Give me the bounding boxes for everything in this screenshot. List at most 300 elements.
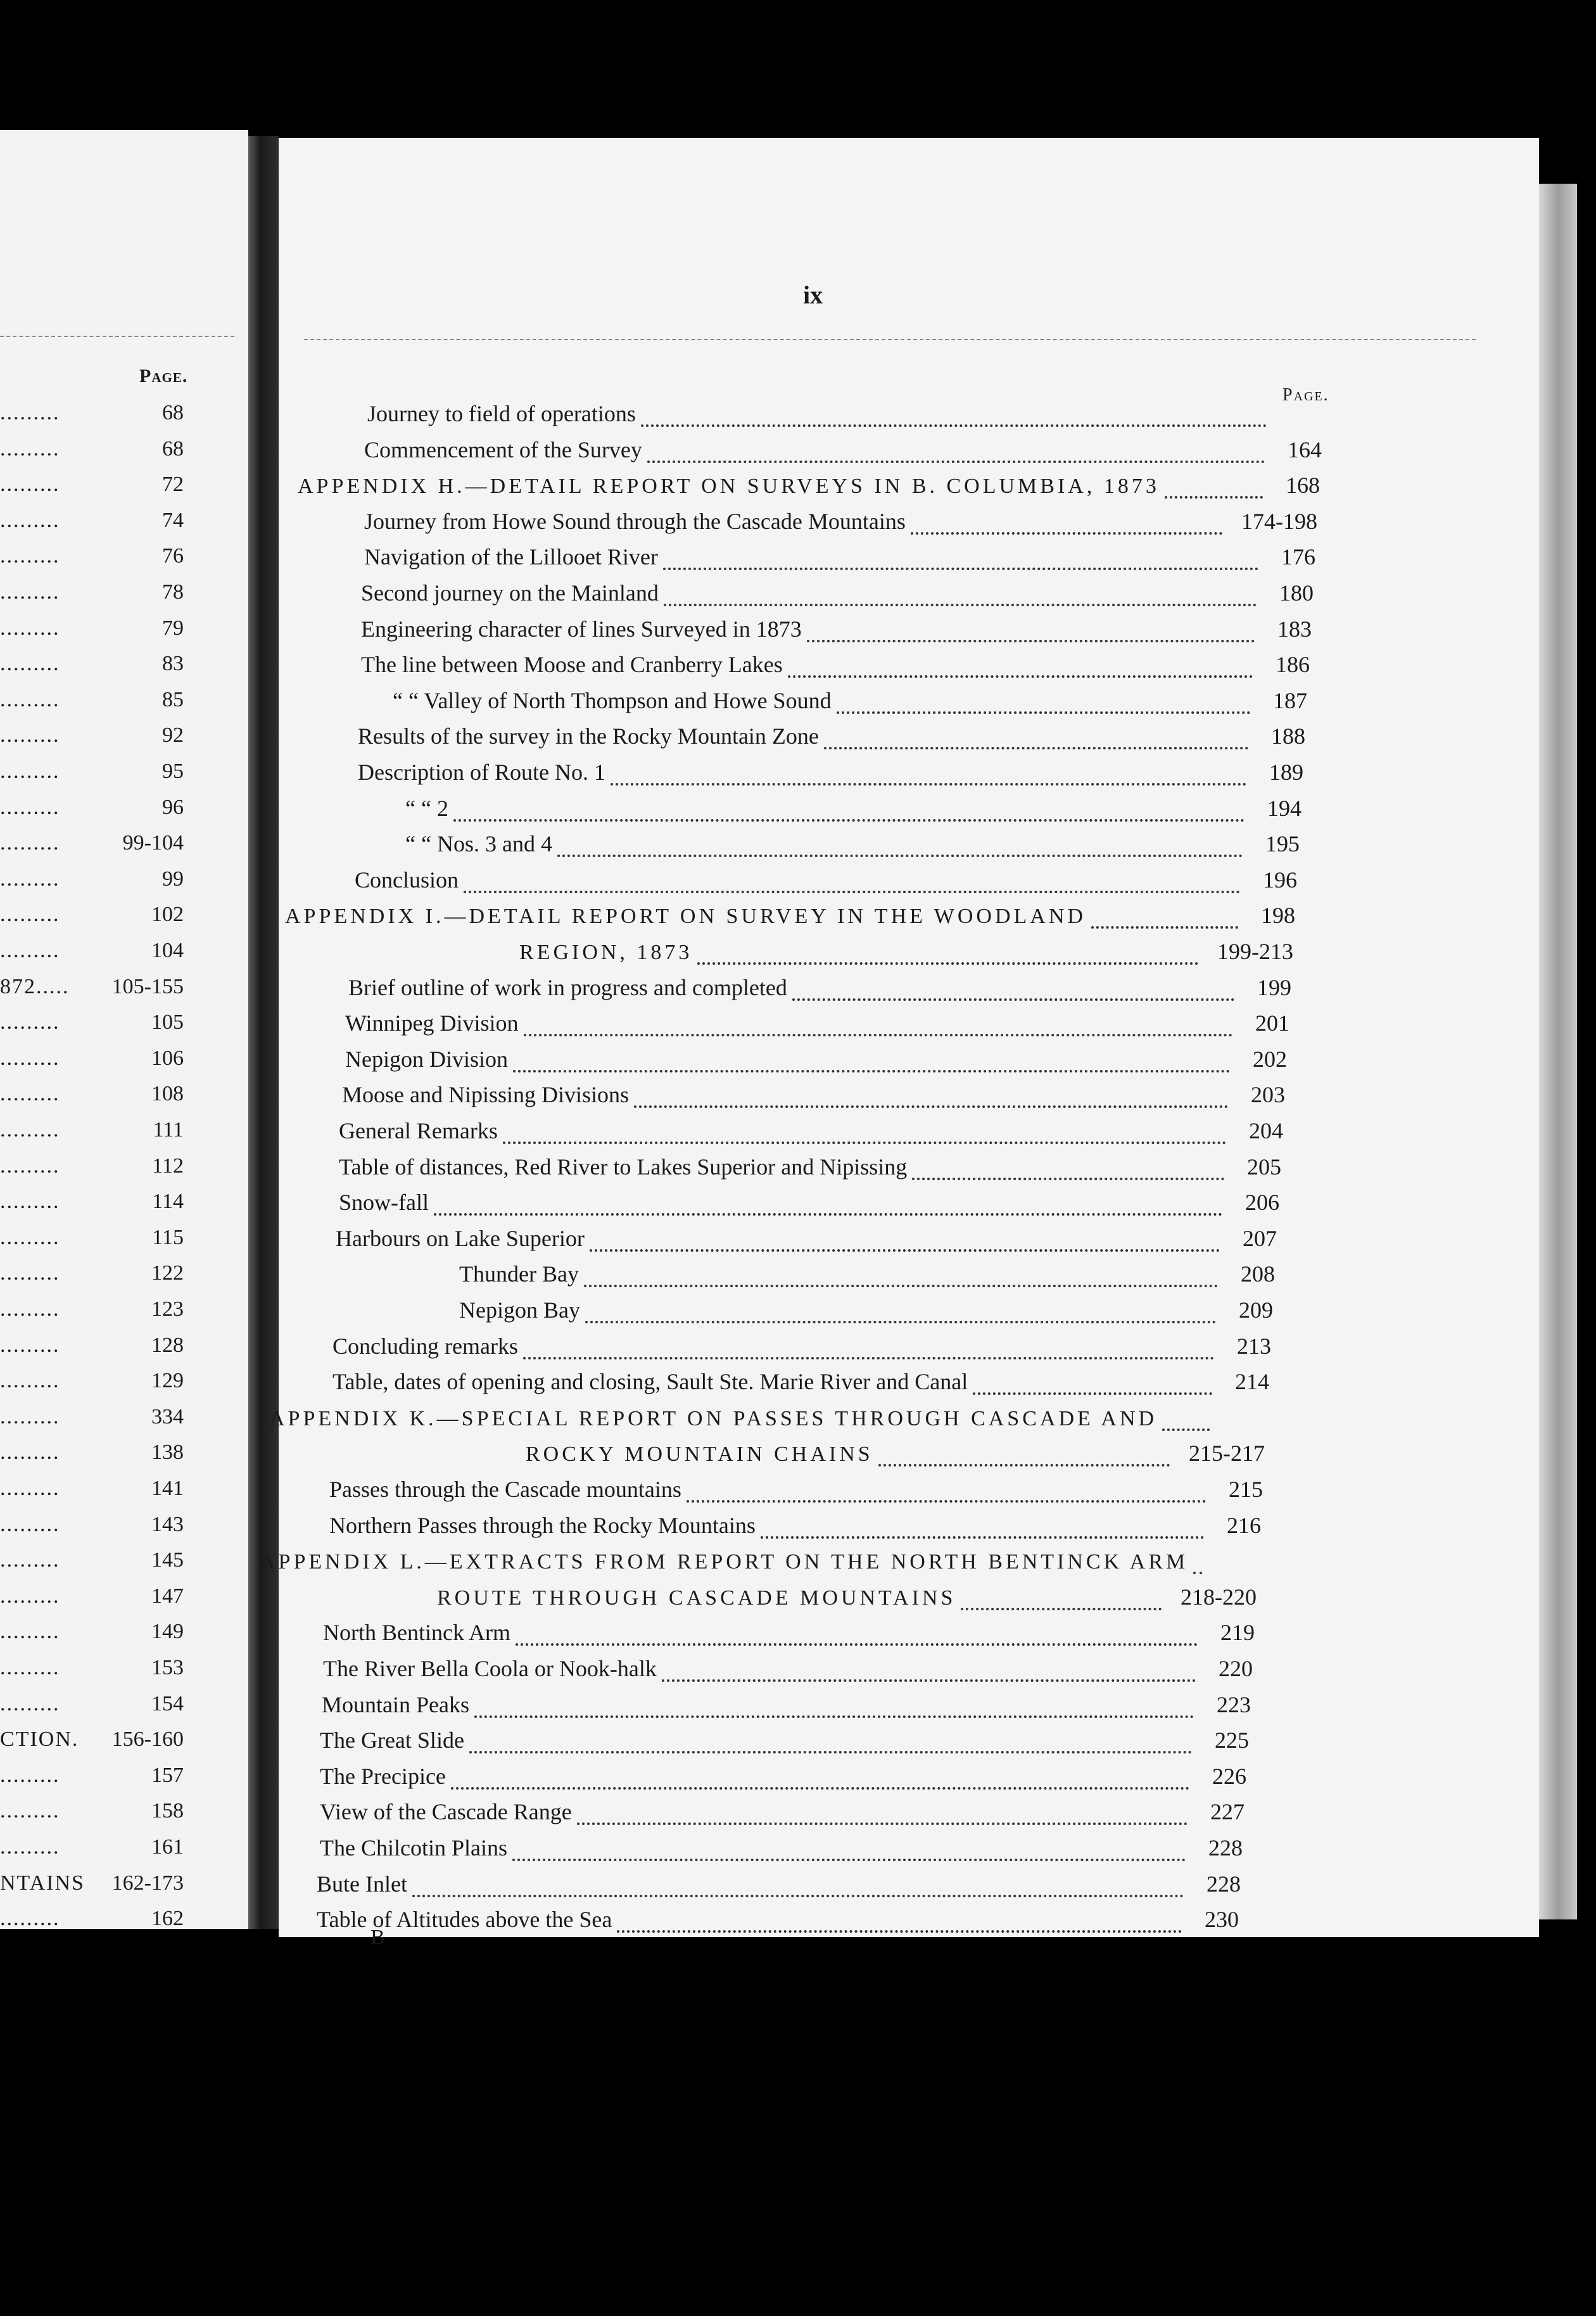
left-toc-row: [0, 939, 184, 970]
left-toc-page: 158: [151, 1799, 184, 1823]
left-toc-page: 149: [151, 1620, 184, 1644]
toc-entry: [323, 1655, 1253, 1688]
left-toc-page: 106: [151, 1046, 184, 1070]
left-toc-row: [0, 1047, 184, 1078]
left-toc-row: [0, 1764, 184, 1795]
toc-entry: [355, 867, 1297, 900]
left-toc-row: [0, 1477, 184, 1508]
left-toc-row: [0, 1154, 184, 1186]
dot-leader: [513, 1070, 1230, 1072]
toc-entry: [405, 795, 1302, 828]
toc-entry: [339, 1117, 1283, 1150]
left-toc-row: [0, 1835, 184, 1867]
left-toc-label: .........: [0, 473, 60, 497]
left-toc-row: [0, 1333, 184, 1365]
left-toc-label: .........: [0, 1907, 60, 1931]
left-toc-label: .........: [0, 1763, 60, 1787]
toc-entry-page: 202: [1253, 1046, 1287, 1072]
left-toc-page: 138: [151, 1441, 184, 1465]
left-toc-label: .........: [0, 1369, 60, 1393]
toc-entry-page: 228: [1206, 1871, 1241, 1897]
toc-entry-page: 225: [1215, 1727, 1249, 1753]
left-toc-label: CTION.: [0, 1727, 79, 1752]
left-toc-label: .........: [0, 544, 60, 568]
toc-entry-label: Second journey on the Mainland: [361, 580, 659, 606]
left-toc-label: .........: [0, 1799, 60, 1823]
left-toc-page: 78: [162, 580, 184, 604]
left-toc-page: 112: [152, 1154, 184, 1178]
left-toc-page: 85: [162, 687, 184, 711]
toc-entry-label: Passes through the Cascade mountains: [329, 1477, 681, 1502]
toc-entry: [345, 1010, 1289, 1043]
left-toc-row: [0, 1548, 184, 1580]
dot-leader: [584, 1285, 1218, 1287]
dot-leader: [1162, 1428, 1210, 1431]
left-toc-row: [0, 903, 184, 934]
left-toc-row: [0, 1369, 184, 1401]
left-toc-page: 334: [151, 1404, 184, 1428]
toc-entry: [342, 1081, 1285, 1114]
left-toc-page: 83: [162, 652, 184, 676]
left-toc-page: 122: [151, 1261, 184, 1285]
toc-entry-page: 195: [1265, 831, 1300, 857]
left-toc-row: [0, 1226, 184, 1257]
toc-entry-label: “ “ 2: [405, 795, 448, 821]
dot-leader: [878, 1464, 1170, 1467]
toc-entry-label: Table of distances, Red River to Lakes Superior and Nipissing: [339, 1154, 908, 1180]
toc-section-heading: [260, 1548, 1259, 1581]
toc-entry: [317, 1906, 1239, 1939]
left-page-header: Page.: [139, 366, 188, 386]
toc-entry-label: The line between Moose and Cranberry Lakes: [361, 652, 783, 678]
toc-entry-label: Table, dates of opening and closing, Sault Ste. Marie River and Canal: [332, 1369, 968, 1395]
left-toc-label: .........: [0, 1584, 60, 1608]
left-toc-label: .........: [0, 1225, 60, 1249]
toc-entry-label: The River Bella Coola or Nook-halk: [323, 1656, 657, 1681]
left-toc-label: .........: [0, 1548, 60, 1572]
toc-entry-label: Northern Passes through the Rocky Mountains: [329, 1512, 756, 1538]
left-toc-label: .........: [0, 1835, 60, 1859]
left-toc-row: [0, 1584, 184, 1616]
dot-leader: [434, 1213, 1222, 1216]
left-toc-label: .........: [0, 1691, 60, 1715]
left-toc-label: NTAINS: [0, 1871, 85, 1895]
left-toc-label: .........: [0, 1046, 60, 1070]
left-toc-page: 154: [151, 1691, 184, 1715]
page-number: ix: [803, 281, 823, 309]
left-toc-row: [0, 796, 184, 827]
toc-entry-page: 215-217: [1189, 1441, 1265, 1467]
left-toc-row: [0, 1082, 184, 1114]
toc-entry-page: 199-213: [1217, 939, 1293, 964]
toc-entry-label: “ “ Nos. 3 and 4: [405, 831, 552, 857]
toc-entry: [361, 616, 1312, 649]
toc-entry-page: 176: [1281, 544, 1315, 570]
book-gutter: [248, 136, 279, 1929]
toc-entry-label: Thunder Bay: [459, 1261, 579, 1287]
left-toc-page: 145: [151, 1548, 184, 1572]
left-toc-page: 92: [162, 723, 184, 748]
left-page: [0, 130, 248, 1929]
left-toc-page: 105-155: [111, 974, 184, 998]
dot-leader: [973, 1392, 1212, 1395]
dot-leader: [1165, 496, 1263, 499]
page-edge: [1539, 184, 1577, 1919]
toc-entry-page: 215: [1229, 1477, 1263, 1502]
toc-entry: [320, 1763, 1246, 1796]
toc-entry-label: Bute Inlet: [317, 1871, 407, 1897]
dot-leader: [961, 1608, 1162, 1610]
left-toc-label: .........: [0, 1118, 60, 1142]
toc-entry-page: 204: [1249, 1118, 1283, 1143]
dot-leader: [792, 998, 1234, 1001]
toc-entry-label: Harbours on Lake Superior: [336, 1225, 585, 1251]
toc-entry: [332, 1333, 1271, 1366]
dot-leader: [611, 783, 1246, 786]
left-toc-page: 76: [162, 544, 184, 568]
left-toc-page: 68: [162, 436, 184, 461]
left-toc-row: [0, 1441, 184, 1472]
left-toc-label: .........: [0, 401, 60, 424]
toc-entry-label: Journey to field of operations: [367, 401, 636, 426]
toc-section-heading: [298, 472, 1320, 505]
left-page-rule: [0, 336, 234, 337]
toc-entry: [323, 1619, 1255, 1652]
dot-leader: [641, 424, 1267, 427]
left-toc-row: [0, 1799, 184, 1831]
left-toc-page: 156-160: [111, 1727, 184, 1752]
left-toc-label: .........: [0, 1082, 60, 1106]
left-toc-row: [0, 473, 184, 504]
left-toc-label: .........: [0, 723, 60, 748]
toc-entry-page: 219: [1220, 1620, 1255, 1646]
toc-entry-label: ROCKY MOUNTAIN CHAINS: [526, 1442, 873, 1467]
toc-section-heading: [437, 1584, 1257, 1617]
dot-leader: [464, 891, 1240, 893]
left-toc-page: 68: [162, 401, 184, 424]
toc-entry-page: 223: [1217, 1691, 1251, 1717]
toc-entry-label: ROUTE THROUGH CASCADE MOUNTAINS: [437, 1586, 956, 1610]
toc-entry-page: 230: [1205, 1907, 1239, 1933]
dot-leader: [1091, 926, 1238, 929]
dot-leader: [524, 1034, 1232, 1036]
left-toc-row: [0, 1261, 184, 1293]
toc-entry-label: General Remarks: [339, 1118, 498, 1143]
toc-entry: [405, 830, 1300, 863]
dot-leader: [911, 532, 1222, 535]
left-toc-row: [0, 616, 184, 648]
toc-entry-page: 208: [1241, 1261, 1275, 1287]
left-toc-label: .........: [0, 795, 60, 819]
dot-leader: [516, 1643, 1198, 1646]
left-toc-row: [0, 723, 184, 755]
left-toc-page: 162: [151, 1907, 184, 1931]
left-toc-page: 96: [162, 795, 184, 819]
dot-leader: [577, 1823, 1188, 1825]
left-toc-label: .........: [0, 687, 60, 711]
toc-entry-page: 213: [1237, 1333, 1271, 1359]
toc-entry-page: 227: [1210, 1799, 1244, 1825]
left-toc-page: 162-173: [111, 1871, 184, 1895]
toc-entry: [459, 1297, 1273, 1330]
toc-entry-label: Mountain Peaks: [322, 1691, 469, 1717]
left-toc-row: [0, 437, 184, 469]
left-toc-row: [0, 760, 184, 791]
dot-leader: [647, 461, 1265, 463]
toc-entry: [348, 974, 1291, 1007]
dot-leader: [590, 1249, 1220, 1252]
dot-leader: [697, 962, 1198, 965]
toc-entry: [339, 1154, 1281, 1187]
toc-entry: [320, 1727, 1249, 1760]
left-toc-row: [0, 1907, 184, 1938]
left-toc-row: [0, 1118, 184, 1150]
toc-entry: [367, 400, 1324, 433]
left-toc-row: [0, 867, 184, 899]
left-toc-label: .........: [0, 1190, 60, 1214]
left-toc-row: [0, 1190, 184, 1221]
toc-section-heading: [519, 938, 1293, 971]
left-toc-page: 123: [151, 1297, 184, 1321]
toc-entry-label: Winnipeg Division: [345, 1010, 519, 1036]
toc-entry: [320, 1835, 1243, 1867]
left-toc-row: [0, 1010, 184, 1042]
toc-entry-page: 180: [1279, 580, 1314, 606]
toc-entry: [322, 1691, 1251, 1724]
toc-entry: [320, 1798, 1244, 1831]
dot-leader: [912, 1178, 1224, 1180]
toc-entry-label: View of the Cascade Range: [320, 1799, 572, 1825]
toc-entry: [361, 651, 1310, 684]
left-toc-label: .........: [0, 1620, 60, 1644]
left-toc-label: .........: [0, 1333, 60, 1357]
toc-entry-label: Engineering character of lines Surveyed in 1873: [361, 616, 802, 642]
toc-entry-label: The Great Slide: [320, 1727, 464, 1753]
left-toc-row: [0, 580, 184, 612]
toc-entry-label: APPENDIX H.—DETAIL REPORT ON SURVEYS IN B. COLUMBIA, 1873: [298, 474, 1160, 499]
toc-entry-label: “ “ Valley of North Thompson and Howe Sound: [393, 687, 832, 713]
left-toc-row: [0, 1871, 184, 1903]
dot-leader: [453, 819, 1244, 822]
left-toc-row: [0, 1656, 184, 1688]
left-toc-page: 99: [162, 867, 184, 891]
left-toc-label: .........: [0, 1010, 60, 1034]
toc-entry-label: Concluding remarks: [332, 1333, 518, 1359]
left-toc-page: 153: [151, 1656, 184, 1679]
toc-entry: [361, 580, 1314, 613]
toc-entry-label: Brief outline of work in progress and completed: [348, 974, 787, 1000]
dot-leader: [1193, 1572, 1202, 1574]
toc-entry-page: 187: [1273, 687, 1307, 713]
toc-entry-page: 168: [1286, 473, 1320, 499]
toc-entry: [329, 1476, 1263, 1509]
toc-entry-page: 188: [1271, 723, 1305, 749]
left-toc-label: 872.....: [0, 974, 70, 998]
top-rule: [304, 339, 1476, 340]
dot-leader: [512, 1859, 1186, 1861]
toc-entry: [364, 544, 1315, 576]
toc-entry: [336, 1225, 1277, 1258]
toc-entry: [317, 1871, 1241, 1904]
left-toc-page: 129: [151, 1369, 184, 1393]
toc-section-heading: [269, 1404, 1267, 1437]
toc-entry: [332, 1368, 1269, 1401]
toc-entry-label: APPENDIX L.—EXTRACTS FROM REPORT ON THE NORTH BENTINCK ARM: [260, 1550, 1189, 1574]
left-toc-label: .........: [0, 1261, 60, 1285]
toc-entry-page: 228: [1208, 1835, 1243, 1861]
left-toc-row: [0, 688, 184, 720]
page-column-header: Page.: [1282, 385, 1329, 405]
dot-leader: [617, 1930, 1182, 1933]
toc-entry-page: 201: [1255, 1010, 1289, 1036]
left-toc-row: [0, 401, 184, 433]
left-toc-page: 115: [152, 1225, 184, 1249]
toc-entry-page: 214: [1235, 1369, 1269, 1395]
left-toc-row: [0, 1692, 184, 1724]
left-toc-page: 72: [162, 473, 184, 497]
left-toc-page: 95: [162, 760, 184, 783]
left-toc-row: [0, 975, 184, 1007]
dot-leader: [824, 747, 1248, 749]
toc-entry-label: Results of the survey in the Rocky Mountain Zone: [358, 723, 819, 749]
left-toc-page: 157: [151, 1763, 184, 1787]
toc-entry: [364, 436, 1322, 469]
left-toc-label: .........: [0, 831, 60, 855]
toc-entry-label: Table of Altitudes above the Sea: [317, 1907, 612, 1933]
toc-entry-label: Moose and Nipissing Divisions: [342, 1082, 630, 1108]
signature-mark: B: [370, 1926, 385, 1949]
toc-entry-page: 203: [1251, 1082, 1285, 1108]
left-toc-page: 105: [151, 1010, 184, 1034]
toc-entry: [364, 508, 1317, 541]
left-toc-label: .........: [0, 508, 60, 532]
toc-entry-label: Navigation of the Lillooet River: [364, 544, 658, 570]
dot-leader: [837, 711, 1250, 714]
toc-entry-label: REGION, 1873: [519, 941, 693, 964]
left-toc-page: 114: [152, 1190, 184, 1214]
toc-entry-page: 216: [1227, 1512, 1261, 1538]
dot-leader: [585, 1321, 1216, 1323]
toc-entry-label: Snow-fall: [339, 1190, 429, 1216]
left-toc-label: .........: [0, 1656, 60, 1679]
dot-leader: [687, 1500, 1206, 1503]
toc-entry-page: 199: [1257, 974, 1291, 1000]
toc-entry-label: Nepigon Division: [345, 1046, 508, 1072]
toc-entry-page: 164: [1288, 436, 1322, 462]
toc-entry: [339, 1189, 1279, 1222]
toc-entry-page: 174-198: [1241, 508, 1317, 534]
left-toc-page: 141: [151, 1477, 184, 1500]
dot-leader: [807, 640, 1255, 642]
toc-entry: [345, 1046, 1287, 1079]
left-toc-label: .........: [0, 1404, 60, 1428]
toc-entry-label: Commencement of the Survey: [364, 436, 642, 462]
toc-entry-page: 198: [1261, 903, 1295, 929]
left-toc-row: [0, 1405, 184, 1437]
left-toc-page: 102: [151, 903, 184, 927]
dot-leader: [469, 1751, 1192, 1753]
left-toc-page: 143: [151, 1512, 184, 1536]
dot-leader: [503, 1142, 1226, 1144]
toc-entry-page: 205: [1247, 1154, 1281, 1180]
left-toc-label: .........: [0, 903, 60, 927]
left-toc-row: [0, 1727, 184, 1759]
left-toc-label: .........: [0, 867, 60, 891]
toc-entry-page: 206: [1245, 1190, 1279, 1216]
toc-entry-label: North Bentinck Arm: [323, 1620, 510, 1646]
left-toc-label: .........: [0, 436, 60, 461]
left-toc-page: 74: [162, 508, 184, 532]
toc-entry-label: The Chilcotin Plains: [320, 1835, 507, 1861]
toc-entry-page: 207: [1243, 1225, 1277, 1251]
dot-leader: [663, 568, 1258, 570]
toc-entry-label: Description of Route No. 1: [358, 760, 605, 785]
toc-entry: [358, 759, 1303, 792]
left-toc-page: 99-104: [122, 831, 184, 855]
left-toc-row: [0, 1297, 184, 1329]
toc-section-heading: [526, 1440, 1265, 1473]
left-toc-row: [0, 509, 184, 540]
left-toc-row: [0, 1620, 184, 1651]
toc-entry-label: Conclusion: [355, 867, 459, 893]
toc-entry-label: APPENDIX K.—SPECIAL REPORT ON PASSES THROUGH CASCADE AND: [269, 1406, 1158, 1430]
toc-entry-page: 196: [1263, 867, 1297, 893]
dot-leader: [634, 1105, 1228, 1108]
dot-leader: [451, 1787, 1189, 1790]
left-toc-label: .........: [0, 1441, 60, 1465]
toc-entry: [358, 723, 1305, 756]
toc-entry-page: 226: [1212, 1763, 1246, 1789]
left-toc-page: 147: [151, 1584, 184, 1608]
left-toc-label: .........: [0, 760, 60, 783]
left-toc-label: .........: [0, 939, 60, 962]
left-toc-page: 111: [153, 1118, 184, 1142]
left-toc-row: [0, 652, 184, 684]
toc-entry: [329, 1512, 1261, 1545]
dot-leader: [662, 1679, 1196, 1682]
toc-section-heading: [285, 902, 1295, 935]
toc-entry-label: The Precipice: [320, 1763, 446, 1789]
toc-entry: [393, 687, 1307, 720]
dot-leader: [761, 1536, 1204, 1539]
toc-entry-page: 183: [1277, 616, 1312, 642]
toc-entry-page: 220: [1219, 1656, 1253, 1681]
dot-leader: [557, 855, 1243, 857]
left-toc-page: 108: [151, 1082, 184, 1106]
toc-entry-page: 218-220: [1181, 1584, 1257, 1610]
toc-entry-label: Journey from Howe Sound through the Cascade Mountains: [364, 508, 906, 534]
toc-entry-label: Nepigon Bay: [459, 1297, 580, 1323]
dot-leader: [788, 675, 1253, 678]
toc-entry: [459, 1261, 1275, 1294]
left-toc-label: .........: [0, 580, 60, 604]
dot-leader: [474, 1715, 1194, 1718]
toc-entry-page: 189: [1269, 760, 1303, 785]
left-toc-page: 161: [151, 1835, 184, 1859]
dot-leader: [664, 604, 1257, 606]
left-toc-label: .........: [0, 1512, 60, 1536]
left-toc-page: 104: [151, 939, 184, 962]
toc-entry-label: APPENDIX I.—DETAIL REPORT ON SURVEY IN THE WOODLAND: [285, 905, 1086, 929]
left-toc-page: 79: [162, 616, 184, 640]
left-toc-label: .........: [0, 1477, 60, 1500]
left-toc-page: 128: [151, 1333, 184, 1357]
dot-leader: [412, 1895, 1184, 1897]
toc-entry-page: 186: [1276, 652, 1310, 678]
left-toc-row: [0, 831, 184, 863]
left-toc-row: [0, 1513, 184, 1544]
left-toc-row: [0, 544, 184, 576]
